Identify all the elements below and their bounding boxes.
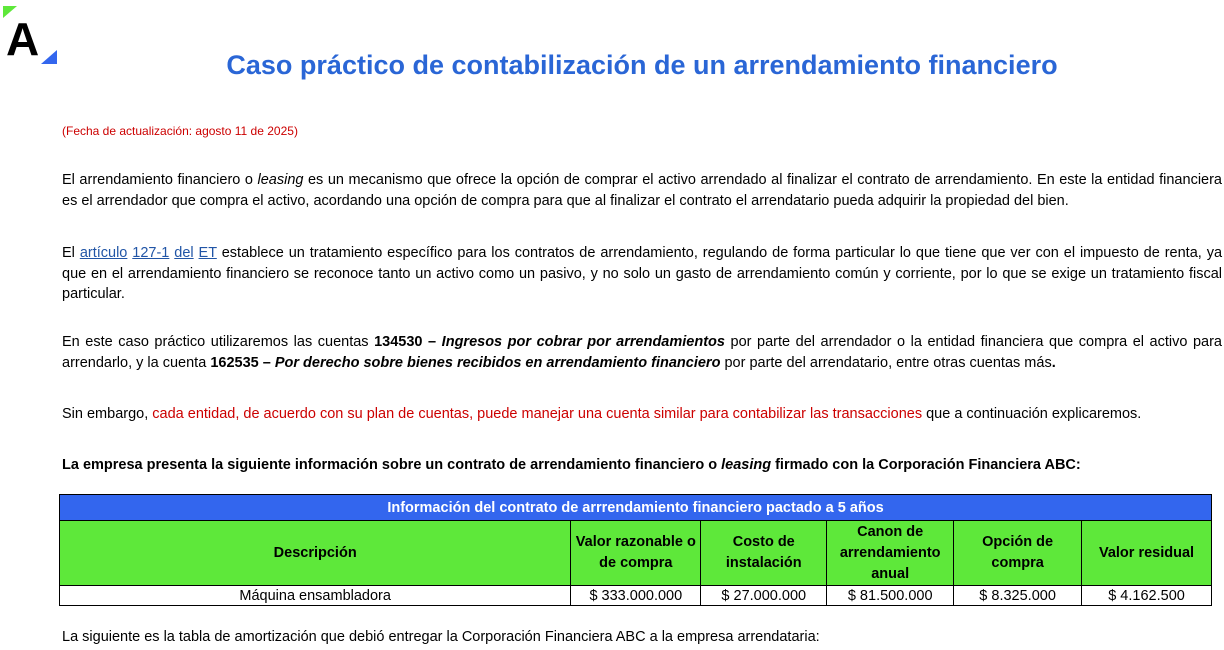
link-et[interactable]: ET — [198, 245, 217, 261]
logo-letter: A — [6, 13, 40, 64]
article-paragraph: El artículo 127-1 del ET establece un tratamiento específico para los contratos de arrendamiento, regulando de forma particular lo que tiene que ver con el impuesto de renta, ya que en el arrendamiento financiero se reconoce tanto un activo como un pasivo, y no solo un gasto de arrendamiento común y corriente, por lo que se exige un tratamiento fiscal particular. — [62, 245, 1223, 302]
contract-info-table — [59, 494, 1212, 606]
cell-opcion-compra: $ 8.325.000 — [954, 586, 1082, 606]
cell-canon-arrendamiento: $ 81.500.000 — [827, 586, 954, 606]
company-info-heading: La empresa presenta la siguiente información sobre un contrato de arrendamiento financiero o leasing firmado con la Corporación Financiera ABC: — [62, 457, 1081, 473]
intro-paragraph: El arrendamiento financiero o leasing es un mecanismo que ofrece la opción de comprar el activo arrendado al finalizar el contrato de arrendamiento. En este la entidad financiera es el arrendador que compra el activo, acordando una opción de compra para que al finalizar el contrato el arrendatario pueda adquirir la propiedad del bien. — [62, 172, 1222, 209]
cell-valor-razonable: $ 333.000.000 — [571, 586, 701, 606]
link-del[interactable]: del — [174, 245, 194, 261]
cell-descripcion: Máquina ensambladora — [60, 586, 571, 606]
header-opcion-compra: Opción de compra — [954, 521, 1082, 586]
page-title: Caso práctico de contabilización de un arrendamiento financiero — [226, 50, 1058, 80]
cell-valor-residual: $ 4.162.500 — [1082, 586, 1212, 606]
table-caption: Información del contrato de arrrendamiento financiero pactado a 5 años — [60, 495, 1212, 521]
table-header-row — [60, 521, 1212, 586]
header-valor-razonable: Valor razonable o de compra — [571, 521, 701, 586]
header-valor-residual: Valor residual — [1082, 521, 1212, 586]
table-row — [60, 586, 1212, 606]
amortization-intro: La siguiente es la tabla de amortización que debió entregar la Corporación Financiera ABC a la empresa arrendataria: — [62, 629, 820, 645]
note-paragraph: Sin embargo, cada entidad, de acuerdo con su plan de cuentas, puede manejar una cuenta similar para contabilizar las transacciones que a continuación explicaremos. — [62, 406, 1142, 422]
update-date: (Fecha de actualización: agosto 11 de 2025) — [62, 124, 298, 138]
accounts-paragraph: En este caso práctico utilizaremos las cuentas 134530 – Ingresos por cobrar por arrendamientos por parte del arrendador o la entidad financiera que compra el activo para arrendarlo, y la cuenta 162535 – Por derecho sobre bienes recibidos en arrendamiento financiero por parte del arrendatario, entre otras cuentas más. — [62, 334, 1222, 371]
link-articulo[interactable]: artículo — [79, 245, 128, 261]
header-canon-arrendamiento: Canon de arrendamiento anual — [827, 521, 954, 586]
header-descripcion: Descripción — [60, 521, 571, 586]
link-127-1[interactable]: 127-1 — [132, 245, 170, 261]
cell-costo-instalacion: $ 27.000.000 — [701, 586, 827, 606]
header-costo-instalacion: Costo de instalación — [701, 521, 827, 586]
